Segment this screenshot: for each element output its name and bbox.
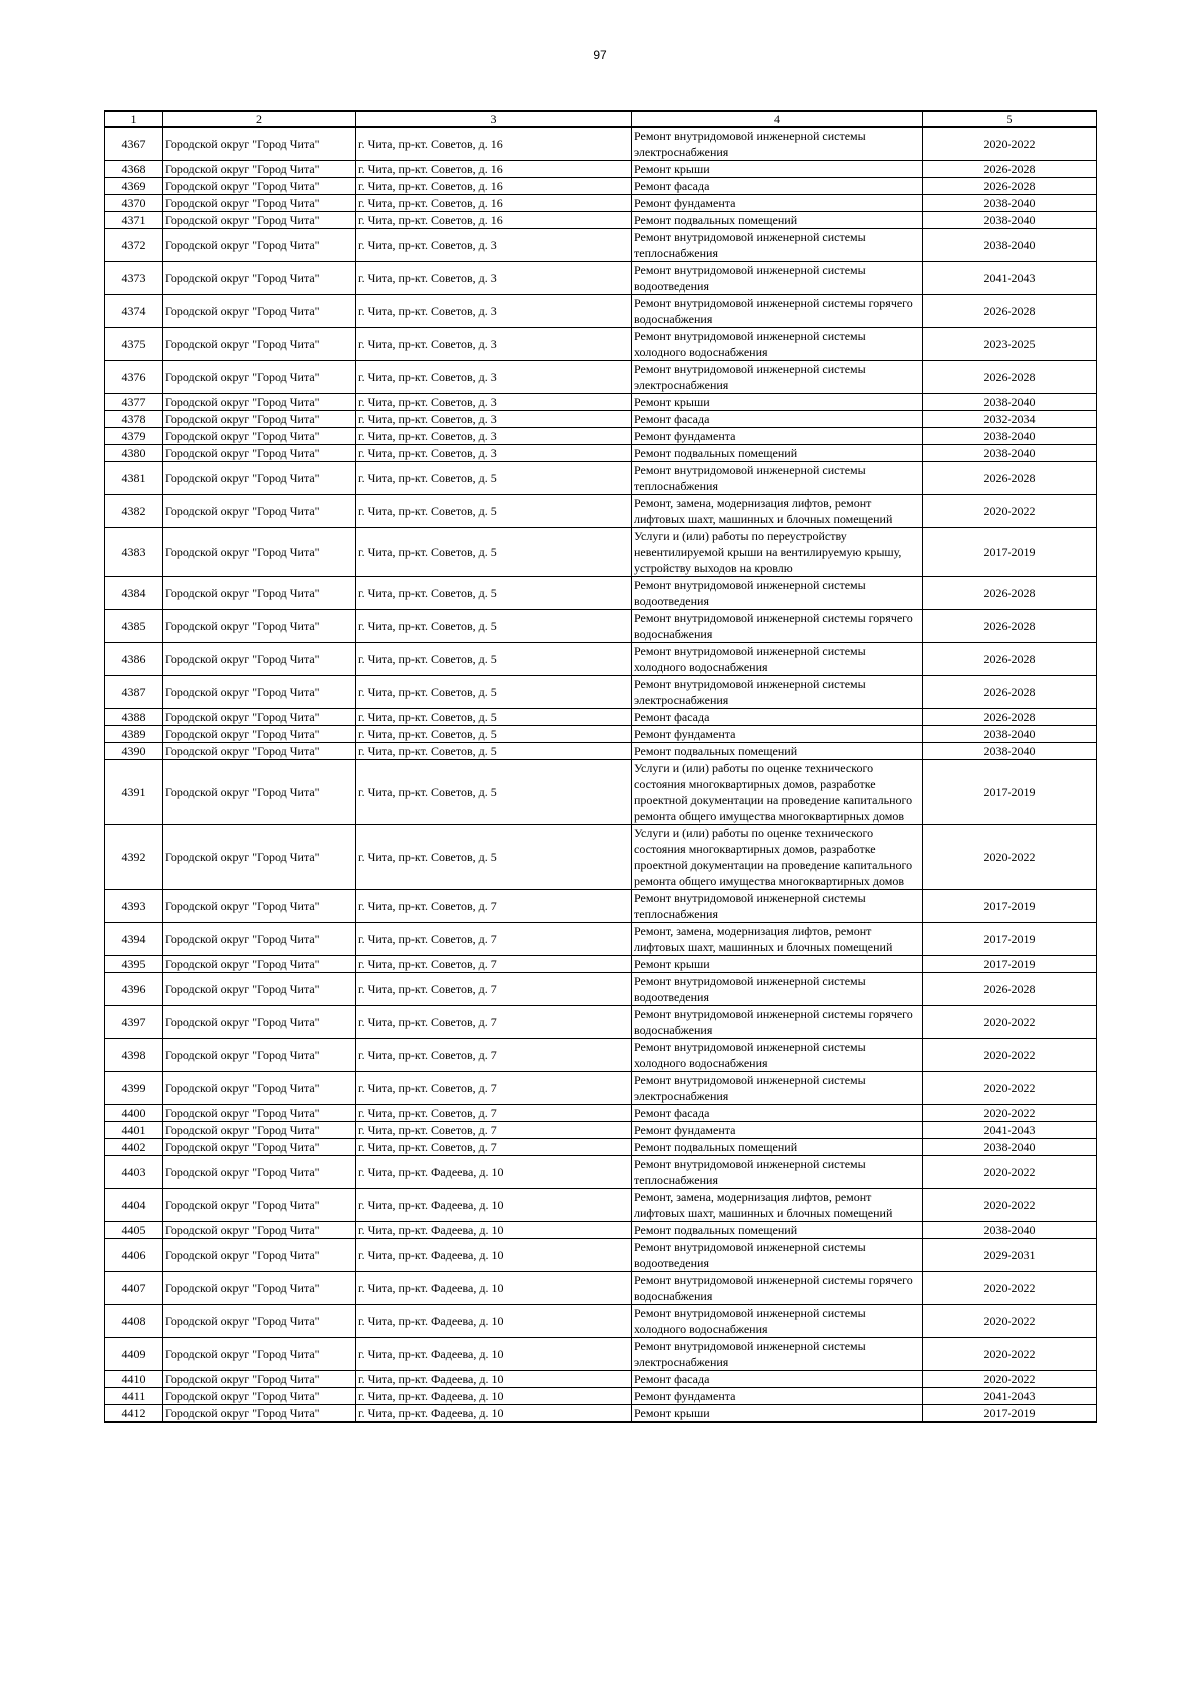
work-type-cell: Ремонт фасада [632, 178, 923, 195]
table-row [105, 178, 1097, 195]
address-cell: г. Чита, пр-кт. Фадеева, д. 10 [356, 1189, 632, 1222]
address-cell: г. Чита, пр-кт. Советов, д. 7 [356, 1039, 632, 1072]
address-cell: г. Чита, пр-кт. Советов, д. 5 [356, 577, 632, 610]
address-cell: г. Чита, пр-кт. Советов, д. 3 [356, 262, 632, 295]
municipality-cell: Городской округ "Город Чита" [163, 1189, 356, 1222]
period-cell: 2020-2022 [923, 127, 1097, 161]
municipality-cell: Городской округ "Город Чита" [163, 262, 356, 295]
row-number: 4399 [105, 1072, 163, 1105]
address-cell: г. Чита, пр-кт. Советов, д. 16 [356, 161, 632, 178]
work-type-cell: Ремонт фундамента [632, 1388, 923, 1405]
address-cell: г. Чита, пр-кт. Фадеева, д. 10 [356, 1305, 632, 1338]
address-cell: г. Чита, пр-кт. Советов, д. 16 [356, 212, 632, 229]
work-type-cell: Ремонт подвальных помещений [632, 212, 923, 229]
table-row [105, 643, 1097, 676]
address-cell: г. Чита, пр-кт. Советов, д. 5 [356, 528, 632, 577]
work-type-cell: Ремонт фасада [632, 411, 923, 428]
municipality-cell: Городской округ "Город Чита" [163, 1222, 356, 1239]
work-type-cell: Ремонт внутридомовой инженерной системы холодного водоснабжения [632, 643, 923, 676]
municipality-cell: Городской округ "Город Чита" [163, 411, 356, 428]
municipality-cell: Городской округ "Город Чита" [163, 577, 356, 610]
address-cell: г. Чита, пр-кт. Советов, д. 5 [356, 743, 632, 760]
row-number: 4383 [105, 528, 163, 577]
period-cell: 2026-2028 [923, 178, 1097, 195]
municipality-cell: Городской округ "Город Чита" [163, 428, 356, 445]
period-cell: 2038-2040 [923, 195, 1097, 212]
period-cell: 2020-2022 [923, 1072, 1097, 1105]
period-cell: 2026-2028 [923, 462, 1097, 495]
municipality-cell: Городской округ "Город Чита" [163, 178, 356, 195]
row-number: 4388 [105, 709, 163, 726]
work-type-cell: Ремонт внутридомовой инженерной системы горячего водоснабжения [632, 610, 923, 643]
table-row [105, 1156, 1097, 1189]
column-header-number: 1 [105, 111, 163, 127]
work-type-cell: Ремонт внутридомовой инженерной системы электроснабжения [632, 676, 923, 709]
municipality-cell: Городской округ "Город Чита" [163, 1388, 356, 1405]
table-row [105, 1405, 1097, 1423]
row-number: 4381 [105, 462, 163, 495]
municipality-cell: Городской округ "Город Чита" [163, 1072, 356, 1105]
work-type-cell: Ремонт внутридомовой инженерной системы водоотведения [632, 1239, 923, 1272]
work-type-cell: Ремонт фасада [632, 1371, 923, 1388]
period-cell: 2017-2019 [923, 1405, 1097, 1423]
municipality-cell: Городской округ "Город Чита" [163, 610, 356, 643]
table-row [105, 528, 1097, 577]
work-type-cell: Ремонт подвальных помещений [632, 445, 923, 462]
work-type-cell: Ремонт подвальных помещений [632, 743, 923, 760]
address-cell: г. Чита, пр-кт. Советов, д. 3 [356, 394, 632, 411]
municipality-cell: Городской округ "Город Чита" [163, 676, 356, 709]
municipality-cell: Городской округ "Город Чита" [163, 161, 356, 178]
work-type-cell: Ремонт внутридомовой инженерной системы холодного водоснабжения [632, 1039, 923, 1072]
municipality-cell: Городской округ "Город Чита" [163, 295, 356, 328]
table-header [105, 111, 1097, 127]
period-cell: 2020-2022 [923, 1305, 1097, 1338]
address-cell: г. Чита, пр-кт. Советов, д. 7 [356, 923, 632, 956]
address-cell: г. Чита, пр-кт. Советов, д. 5 [356, 495, 632, 528]
table-row [105, 1189, 1097, 1222]
row-number: 4387 [105, 676, 163, 709]
municipality-cell: Городской округ "Город Чита" [163, 361, 356, 394]
period-cell: 2020-2022 [923, 1156, 1097, 1189]
period-cell: 2026-2028 [923, 161, 1097, 178]
work-type-cell: Ремонт фундамента [632, 726, 923, 743]
address-cell: г. Чита, пр-кт. Советов, д. 3 [356, 229, 632, 262]
period-cell: 2038-2040 [923, 394, 1097, 411]
work-type-cell: Ремонт внутридомовой инженерной системы теплоснабжения [632, 890, 923, 923]
address-cell: г. Чита, пр-кт. Советов, д. 3 [356, 328, 632, 361]
row-number: 4408 [105, 1305, 163, 1338]
period-cell: 2023-2025 [923, 328, 1097, 361]
table-row [105, 973, 1097, 1006]
work-type-cell: Ремонт внутридомовой инженерной системы холодного водоснабжения [632, 1305, 923, 1338]
address-cell: г. Чита, пр-кт. Фадеева, д. 10 [356, 1338, 632, 1371]
table-row [105, 676, 1097, 709]
row-number: 4407 [105, 1272, 163, 1305]
row-number: 4373 [105, 262, 163, 295]
work-type-cell: Ремонт фасада [632, 709, 923, 726]
work-type-cell: Ремонт внутридомовой инженерной системы электроснабжения [632, 361, 923, 394]
work-type-cell: Ремонт крыши [632, 1405, 923, 1423]
address-cell: г. Чита, пр-кт. Советов, д. 7 [356, 1122, 632, 1139]
table-row [105, 743, 1097, 760]
period-cell: 2029-2031 [923, 1239, 1097, 1272]
column-header-period: 5 [923, 111, 1097, 127]
table-row [105, 956, 1097, 973]
period-cell: 2017-2019 [923, 890, 1097, 923]
address-cell: г. Чита, пр-кт. Советов, д. 3 [356, 361, 632, 394]
row-number: 4401 [105, 1122, 163, 1139]
work-type-cell: Ремонт подвальных помещений [632, 1139, 923, 1156]
address-cell: г. Чита, пр-кт. Фадеева, д. 10 [356, 1222, 632, 1239]
work-type-cell: Ремонт фасада [632, 1105, 923, 1122]
work-type-cell: Ремонт внутридомовой инженерной системы горячего водоснабжения [632, 1272, 923, 1305]
municipality-cell: Городской округ "Город Чита" [163, 956, 356, 973]
work-type-cell: Ремонт внутридомовой инженерной системы теплоснабжения [632, 229, 923, 262]
row-number: 4397 [105, 1006, 163, 1039]
period-cell: 2020-2022 [923, 1006, 1097, 1039]
work-type-cell: Ремонт внутридомовой инженерной системы электроснабжения [632, 1338, 923, 1371]
table-row [105, 923, 1097, 956]
municipality-cell: Городской округ "Город Чита" [163, 643, 356, 676]
table-row [105, 328, 1097, 361]
period-cell: 2038-2040 [923, 743, 1097, 760]
column-header-address: 3 [356, 111, 632, 127]
municipality-cell: Городской округ "Город Чита" [163, 229, 356, 262]
period-cell: 2020-2022 [923, 1189, 1097, 1222]
table-row [105, 229, 1097, 262]
row-number: 4386 [105, 643, 163, 676]
municipality-cell: Городской округ "Город Чита" [163, 825, 356, 890]
municipality-cell: Городской округ "Город Чита" [163, 1006, 356, 1039]
row-number: 4367 [105, 127, 163, 161]
row-number: 4410 [105, 1371, 163, 1388]
work-type-cell: Ремонт внутридомовой инженерной системы теплоснабжения [632, 1156, 923, 1189]
period-cell: 2026-2028 [923, 577, 1097, 610]
municipality-cell: Городской округ "Город Чита" [163, 1122, 356, 1139]
work-type-cell: Ремонт внутридомовой инженерной системы водоотведения [632, 973, 923, 1006]
period-cell: 2038-2040 [923, 229, 1097, 262]
period-cell: 2041-2043 [923, 1388, 1097, 1405]
address-cell: г. Чита, пр-кт. Фадеева, д. 10 [356, 1388, 632, 1405]
row-number: 4378 [105, 411, 163, 428]
table-row [105, 1072, 1097, 1105]
table-row [105, 1222, 1097, 1239]
municipality-cell: Городской округ "Город Чита" [163, 394, 356, 411]
period-cell: 2020-2022 [923, 1105, 1097, 1122]
period-cell: 2017-2019 [923, 956, 1097, 973]
address-cell: г. Чита, пр-кт. Советов, д. 5 [356, 462, 632, 495]
period-cell: 2026-2028 [923, 295, 1097, 328]
work-type-cell: Ремонт фундамента [632, 1122, 923, 1139]
address-cell: г. Чита, пр-кт. Советов, д. 7 [356, 956, 632, 973]
period-cell: 2017-2019 [923, 528, 1097, 577]
work-type-cell: Услуги и (или) работы по оценке технического состояния многоквартирных домов, разработке проектной документации на проведение капитального ремонта общего имущества многоквартирных домов [632, 825, 923, 890]
address-cell: г. Чита, пр-кт. Советов, д. 7 [356, 973, 632, 1006]
table-row [105, 1139, 1097, 1156]
municipality-cell: Городской округ "Город Чита" [163, 1239, 356, 1272]
address-cell: г. Чита, пр-кт. Советов, д. 7 [356, 1006, 632, 1039]
work-type-cell: Ремонт внутридомовой инженерной системы электроснабжения [632, 127, 923, 161]
address-cell: г. Чита, пр-кт. Советов, д. 3 [356, 428, 632, 445]
work-type-cell: Ремонт внутридомовой инженерной системы горячего водоснабжения [632, 1006, 923, 1039]
table-body [105, 127, 1097, 1422]
municipality-cell: Городской округ "Город Чита" [163, 726, 356, 743]
page-number: 97 [593, 48, 607, 62]
row-number: 4385 [105, 610, 163, 643]
table-row [105, 1006, 1097, 1039]
period-cell: 2017-2019 [923, 923, 1097, 956]
address-cell: г. Чита, пр-кт. Советов, д. 7 [356, 1072, 632, 1105]
table-row [105, 411, 1097, 428]
row-number: 4374 [105, 295, 163, 328]
work-type-cell: Ремонт внутридомовой инженерной системы холодного водоснабжения [632, 328, 923, 361]
table-row [105, 1039, 1097, 1072]
municipality-cell: Городской округ "Город Чита" [163, 1272, 356, 1305]
row-number: 4382 [105, 495, 163, 528]
municipality-cell: Городской округ "Город Чита" [163, 1156, 356, 1189]
municipality-cell: Городской округ "Город Чита" [163, 1039, 356, 1072]
period-cell: 2026-2028 [923, 643, 1097, 676]
table-row [105, 445, 1097, 462]
address-cell: г. Чита, пр-кт. Фадеева, д. 10 [356, 1239, 632, 1272]
period-cell: 2038-2040 [923, 1222, 1097, 1239]
row-number: 4394 [105, 923, 163, 956]
period-cell: 2026-2028 [923, 973, 1097, 1006]
address-cell: г. Чита, пр-кт. Советов, д. 3 [356, 445, 632, 462]
row-number: 4404 [105, 1189, 163, 1222]
period-cell: 2038-2040 [923, 212, 1097, 229]
row-number: 4369 [105, 178, 163, 195]
row-number: 4377 [105, 394, 163, 411]
period-cell: 2032-2034 [923, 411, 1097, 428]
table-row [105, 726, 1097, 743]
row-number: 4411 [105, 1388, 163, 1405]
period-cell: 2041-2043 [923, 262, 1097, 295]
row-number: 4405 [105, 1222, 163, 1239]
table-row [105, 1338, 1097, 1371]
municipality-cell: Городской округ "Город Чита" [163, 923, 356, 956]
row-number: 4391 [105, 760, 163, 825]
address-cell: г. Чита, пр-кт. Советов, д. 16 [356, 127, 632, 161]
period-cell: 2026-2028 [923, 709, 1097, 726]
table-row [105, 462, 1097, 495]
row-number: 4390 [105, 743, 163, 760]
address-cell: г. Чита, пр-кт. Советов, д. 16 [356, 178, 632, 195]
address-cell: г. Чита, пр-кт. Фадеева, д. 10 [356, 1405, 632, 1423]
row-number: 4402 [105, 1139, 163, 1156]
municipality-cell: Городской округ "Город Чита" [163, 743, 356, 760]
address-cell: г. Чита, пр-кт. Советов, д. 5 [356, 676, 632, 709]
work-type-cell: Ремонт внутридомовой инженерной системы водоотведения [632, 577, 923, 610]
municipality-cell: Городской округ "Город Чита" [163, 1305, 356, 1338]
address-cell: г. Чита, пр-кт. Фадеева, д. 10 [356, 1156, 632, 1189]
address-cell: г. Чита, пр-кт. Советов, д. 5 [356, 726, 632, 743]
row-number: 4368 [105, 161, 163, 178]
period-cell: 2038-2040 [923, 1139, 1097, 1156]
municipality-cell: Городской округ "Город Чита" [163, 445, 356, 462]
period-cell: 2038-2040 [923, 428, 1097, 445]
address-cell: г. Чита, пр-кт. Советов, д. 7 [356, 1105, 632, 1122]
work-type-cell: Ремонт, замена, модернизация лифтов, ремонт лифтовых шахт, машинных и блочных помещений [632, 495, 923, 528]
period-cell: 2041-2043 [923, 1122, 1097, 1139]
table-row [105, 1105, 1097, 1122]
row-number: 4395 [105, 956, 163, 973]
municipality-cell: Городской округ "Город Чита" [163, 890, 356, 923]
municipality-cell: Городской округ "Город Чита" [163, 1371, 356, 1388]
table-row [105, 212, 1097, 229]
address-cell: г. Чита, пр-кт. Советов, д. 3 [356, 411, 632, 428]
table-row [105, 495, 1097, 528]
period-cell: 2020-2022 [923, 1338, 1097, 1371]
municipality-cell: Городской округ "Город Чита" [163, 212, 356, 229]
address-cell: г. Чита, пр-кт. Советов, д. 5 [356, 760, 632, 825]
row-number: 4375 [105, 328, 163, 361]
work-type-cell: Ремонт крыши [632, 394, 923, 411]
column-header-work-type: 4 [632, 111, 923, 127]
table-row [105, 127, 1097, 161]
table-row [105, 295, 1097, 328]
work-type-cell: Ремонт крыши [632, 161, 923, 178]
period-cell: 2020-2022 [923, 825, 1097, 890]
address-cell: г. Чита, пр-кт. Советов, д. 16 [356, 195, 632, 212]
row-number: 4370 [105, 195, 163, 212]
municipality-cell: Городской округ "Город Чита" [163, 495, 356, 528]
municipality-cell: Городской округ "Город Чита" [163, 1338, 356, 1371]
row-number: 4393 [105, 890, 163, 923]
address-cell: г. Чита, пр-кт. Фадеева, д. 10 [356, 1371, 632, 1388]
address-cell: г. Чита, пр-кт. Советов, д. 5 [356, 643, 632, 676]
period-cell: 2038-2040 [923, 726, 1097, 743]
table-row [105, 428, 1097, 445]
work-type-cell: Услуги и (или) работы по переустройству невентилируемой крыши на вентилируемую крышу, устройству выходов на кровлю [632, 528, 923, 577]
table-row [105, 760, 1097, 825]
row-number: 4406 [105, 1239, 163, 1272]
municipality-cell: Городской округ "Город Чита" [163, 195, 356, 212]
address-cell: г. Чита, пр-кт. Советов, д. 5 [356, 709, 632, 726]
header-row [105, 111, 1097, 127]
municipality-cell: Городской округ "Город Чита" [163, 1405, 356, 1423]
municipality-cell: Городской округ "Город Чита" [163, 1105, 356, 1122]
municipality-cell: Городской округ "Город Чита" [163, 973, 356, 1006]
table-row [105, 577, 1097, 610]
row-number: 4384 [105, 577, 163, 610]
row-number: 4403 [105, 1156, 163, 1189]
work-type-cell: Ремонт подвальных помещений [632, 1222, 923, 1239]
table-row [105, 262, 1097, 295]
table-row [105, 610, 1097, 643]
municipality-cell: Городской округ "Город Чита" [163, 328, 356, 361]
work-type-cell: Ремонт фундамента [632, 195, 923, 212]
period-cell: 2020-2022 [923, 495, 1097, 528]
address-cell: г. Чита, пр-кт. Советов, д. 7 [356, 890, 632, 923]
address-cell: г. Чита, пр-кт. Советов, д. 3 [356, 295, 632, 328]
work-type-cell: Ремонт внутридомовой инженерной системы электроснабжения [632, 1072, 923, 1105]
period-cell: 2017-2019 [923, 760, 1097, 825]
row-number: 4392 [105, 825, 163, 890]
address-cell: г. Чита, пр-кт. Советов, д. 5 [356, 610, 632, 643]
column-header-municipality: 2 [163, 111, 356, 127]
table-row [105, 890, 1097, 923]
row-number: 4389 [105, 726, 163, 743]
row-number: 4400 [105, 1105, 163, 1122]
work-type-cell: Ремонт крыши [632, 956, 923, 973]
row-number: 4379 [105, 428, 163, 445]
table-row [105, 709, 1097, 726]
period-cell: 2026-2028 [923, 610, 1097, 643]
row-number: 4398 [105, 1039, 163, 1072]
municipality-cell: Городской округ "Город Чита" [163, 1139, 356, 1156]
row-number: 4371 [105, 212, 163, 229]
row-number: 4412 [105, 1405, 163, 1423]
table-row [105, 1239, 1097, 1272]
municipality-cell: Городской округ "Город Чита" [163, 709, 356, 726]
work-type-cell: Услуги и (или) работы по оценке технического состояния многоквартирных домов, разработке проектной документации на проведение капитального ремонта общего имущества многоквартирных домов [632, 760, 923, 825]
period-cell: 2020-2022 [923, 1039, 1097, 1072]
municipality-cell: Городской округ "Город Чита" [163, 760, 356, 825]
table-row [105, 1272, 1097, 1305]
row-number: 4409 [105, 1338, 163, 1371]
table-row [105, 161, 1097, 178]
table-row [105, 361, 1097, 394]
table-row [105, 825, 1097, 890]
row-number: 4380 [105, 445, 163, 462]
municipality-cell: Городской округ "Город Чита" [163, 462, 356, 495]
table-row [105, 1122, 1097, 1139]
address-cell: г. Чита, пр-кт. Советов, д. 7 [356, 1139, 632, 1156]
table-row [105, 394, 1097, 411]
row-number: 4396 [105, 973, 163, 1006]
work-type-cell: Ремонт внутридомовой инженерной системы горячего водоснабжения [632, 295, 923, 328]
period-cell: 2038-2040 [923, 445, 1097, 462]
address-cell: г. Чита, пр-кт. Советов, д. 5 [356, 825, 632, 890]
work-type-cell: Ремонт, замена, модернизация лифтов, ремонт лифтовых шахт, машинных и блочных помещений [632, 923, 923, 956]
period-cell: 2026-2028 [923, 676, 1097, 709]
row-number: 4376 [105, 361, 163, 394]
work-type-cell: Ремонт внутридомовой инженерной системы теплоснабжения [632, 462, 923, 495]
address-cell: г. Чита, пр-кт. Фадеева, д. 10 [356, 1272, 632, 1305]
municipality-cell: Городской округ "Город Чита" [163, 127, 356, 161]
repair-schedule-table [104, 110, 1097, 1423]
work-type-cell: Ремонт фундамента [632, 428, 923, 445]
work-type-cell: Ремонт, замена, модернизация лифтов, ремонт лифтовых шахт, машинных и блочных помещений [632, 1189, 923, 1222]
table-row [105, 195, 1097, 212]
table-row [105, 1371, 1097, 1388]
period-cell: 2020-2022 [923, 1371, 1097, 1388]
work-type-cell: Ремонт внутридомовой инженерной системы водоотведения [632, 262, 923, 295]
municipality-cell: Городской округ "Город Чита" [163, 528, 356, 577]
table-row [105, 1388, 1097, 1405]
period-cell: 2026-2028 [923, 361, 1097, 394]
table-row [105, 1305, 1097, 1338]
period-cell: 2020-2022 [923, 1272, 1097, 1305]
row-number: 4372 [105, 229, 163, 262]
